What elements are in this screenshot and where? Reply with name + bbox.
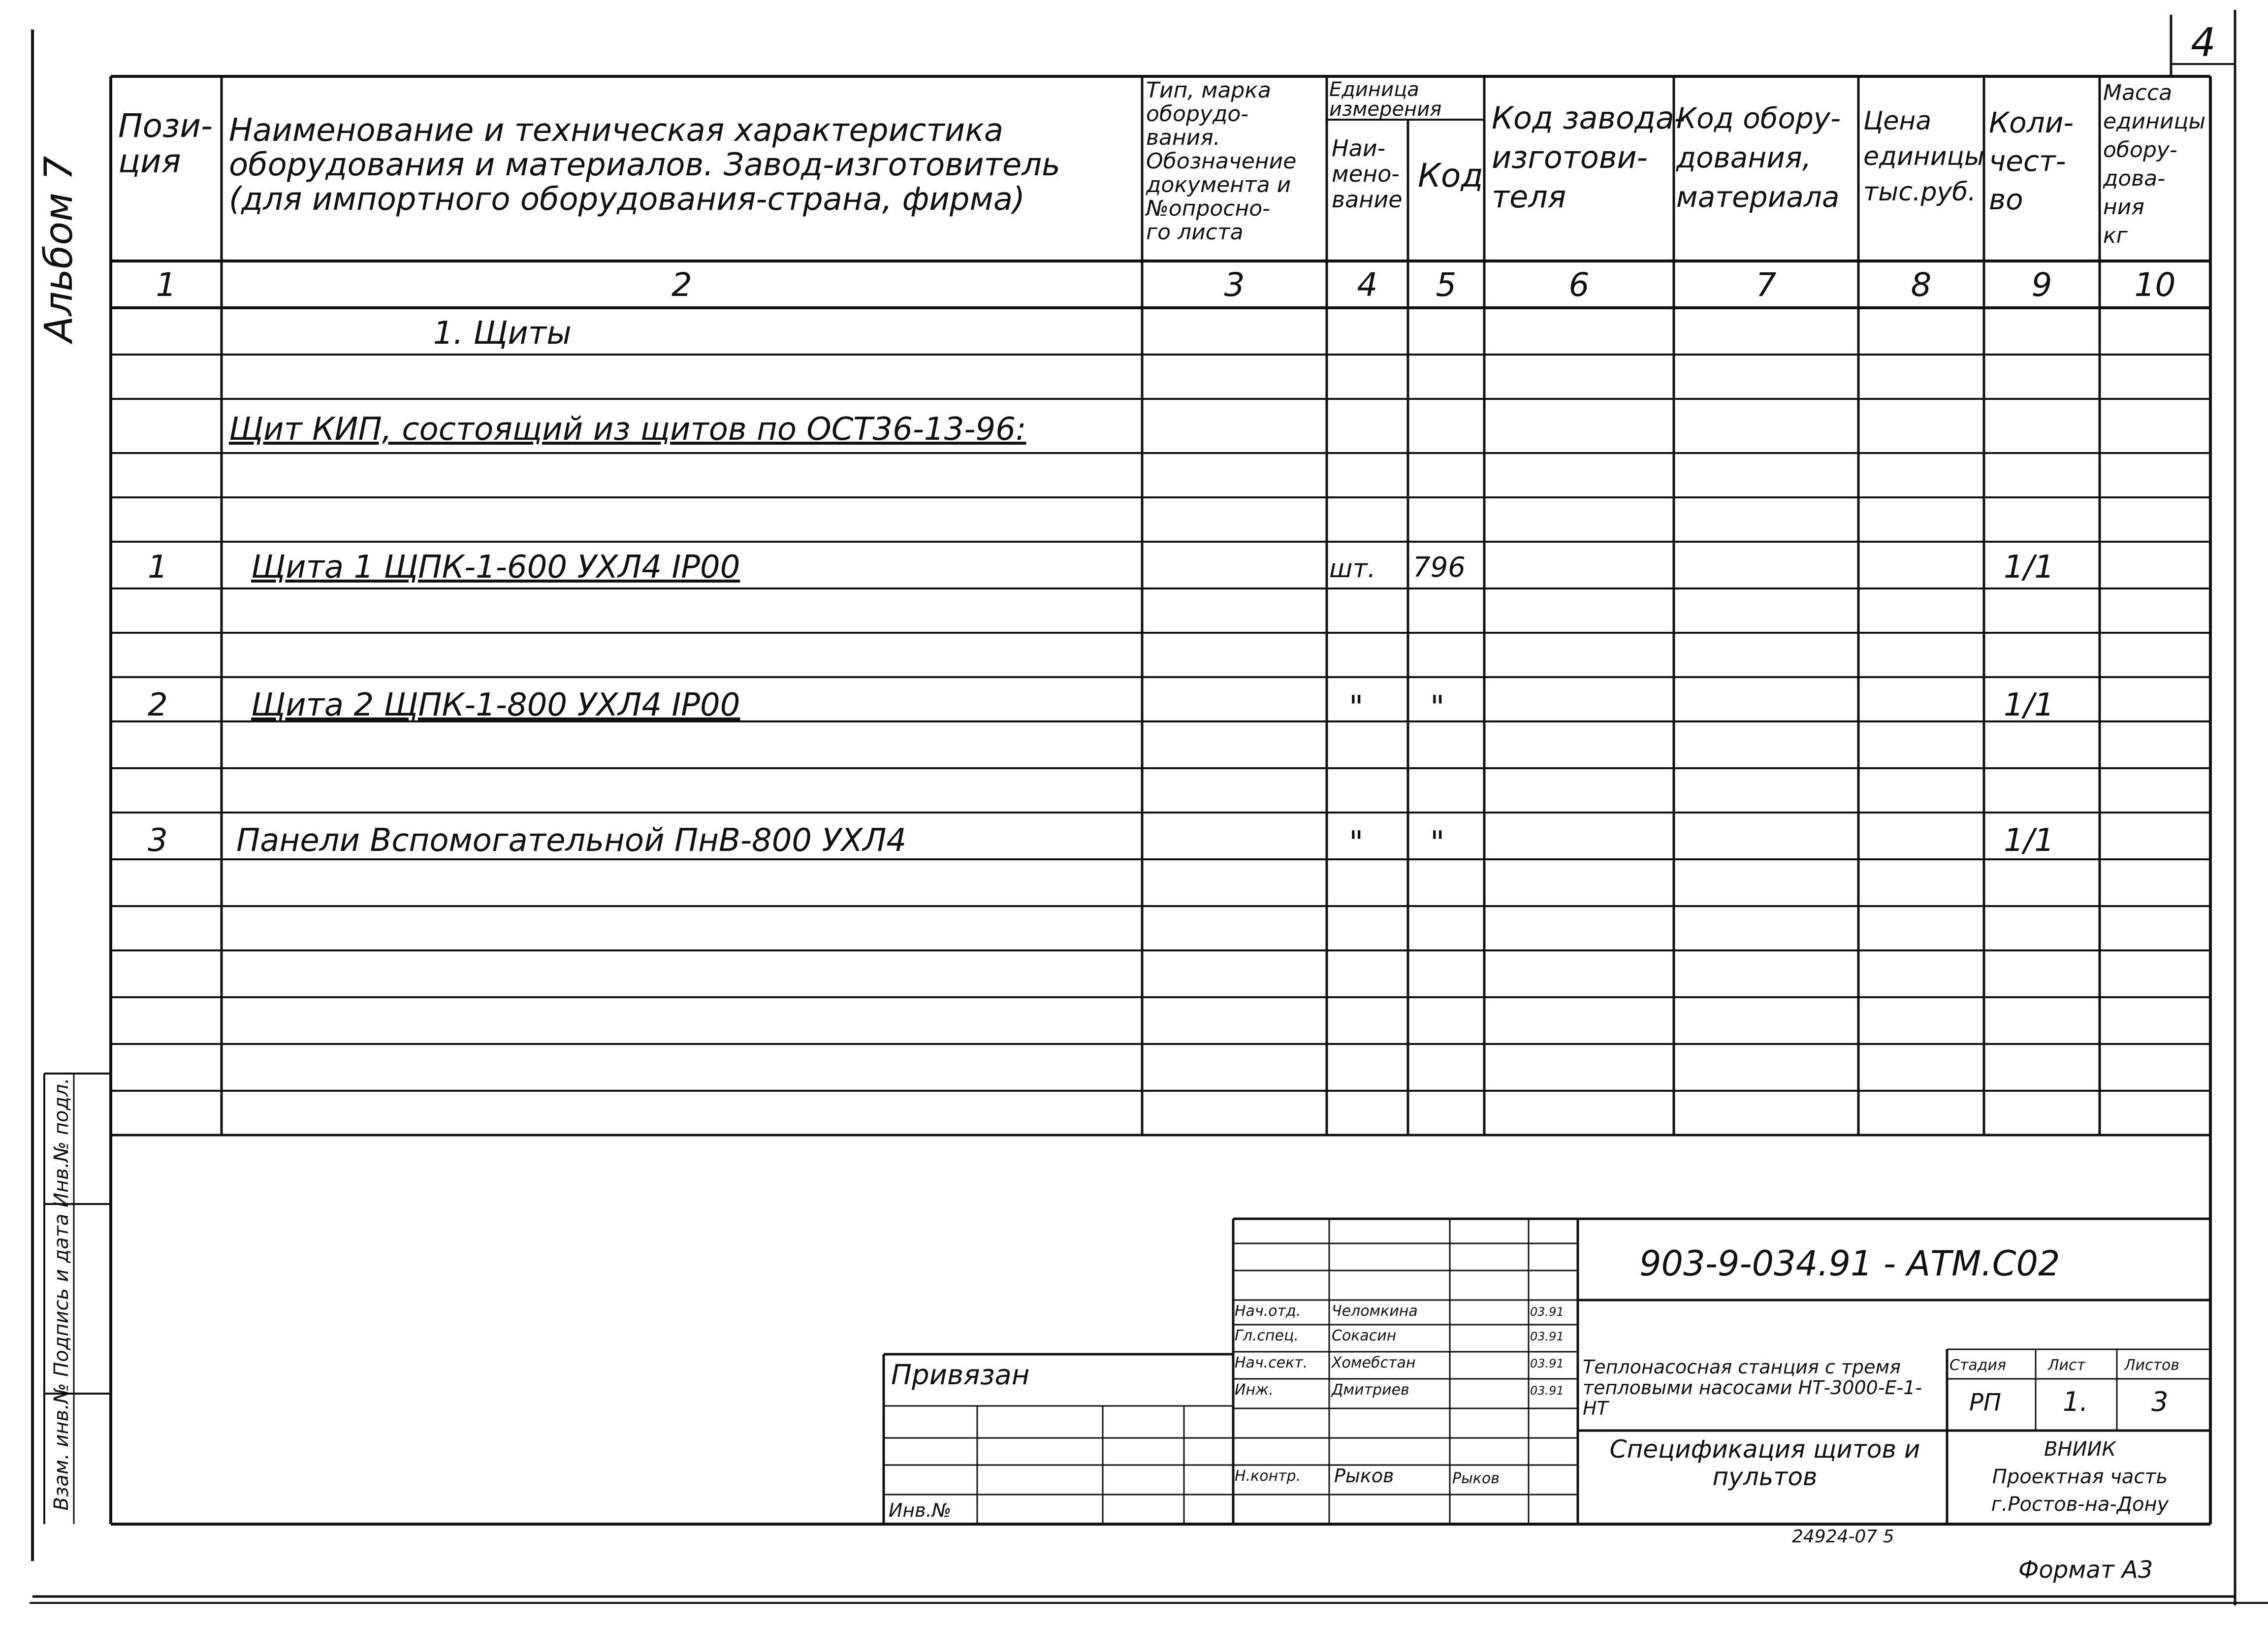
table-row-name: Щита 2 ЩПК-1-800 УХЛ4 IP00	[251, 687, 740, 723]
section-title: 1. Щиты	[433, 315, 572, 352]
signature: Рыков	[1452, 1470, 1500, 1487]
sheet-corner-number: 4	[2191, 20, 2216, 65]
table-row-unit: шт.	[1329, 554, 1376, 584]
stage-header: Стадия	[1949, 1357, 2007, 1374]
table-row-unit: "	[1349, 689, 1364, 726]
header-mass: Масса единицы обору- дова- ния кг	[2103, 80, 2206, 248]
sheets-header: Листов	[2124, 1357, 2180, 1374]
privyazan-label: Привязан	[891, 1359, 1030, 1391]
stage-value: РП	[1969, 1389, 2002, 1416]
name: Челомкина	[1332, 1303, 1418, 1320]
name: Рыков	[1334, 1465, 1394, 1487]
project-name: Теплонасосная станция с тремя тепловыми насосами НТ-3000-Е-1-НТ	[1583, 1356, 1922, 1419]
table-row-qty: 1/1	[2004, 549, 2054, 586]
col-number-3: 3	[1224, 266, 1245, 304]
header-unit: Единица измерения	[1329, 78, 1442, 121]
col-number-6: 6	[1568, 266, 1590, 304]
table-row-pos: 2	[148, 687, 168, 723]
header-unit-code: Код	[1418, 157, 1483, 195]
header-price: Цена единицы тыс.руб.	[1863, 106, 1984, 207]
table-row-name: Панели Вспомогательной ПнВ-800 УХЛ4	[236, 822, 907, 859]
album-label: Альбом 7	[37, 156, 81, 342]
group-title: Щит КИП, состоящий из щитов по ОСТ36-13-96:	[229, 411, 1026, 448]
name: Дмитриев	[1332, 1381, 1409, 1399]
col-number-5: 5	[1436, 266, 1457, 304]
date: 03.91	[1530, 1330, 1564, 1343]
header-equipment-code: Код обору- дования, материала	[1676, 101, 1841, 214]
table-row-pos: 1	[148, 549, 168, 586]
date: 03.91	[1530, 1357, 1564, 1370]
role: Нач.отд.	[1235, 1303, 1301, 1320]
date: 03.91	[1530, 1305, 1564, 1319]
role: Нач.сект.	[1235, 1354, 1308, 1371]
sheets-value: 3	[2151, 1386, 2169, 1417]
header-position: Пози- ция	[118, 107, 213, 180]
date: 03.91	[1530, 1384, 1564, 1398]
role: Н.контр.	[1235, 1467, 1301, 1485]
col-number-4: 4	[1357, 266, 1378, 304]
col-number-9: 9	[2031, 266, 2052, 304]
sheet-header: Лист	[2048, 1357, 2086, 1374]
document-designation: 903-9-034.91 - АТМ.С02	[1639, 1243, 2060, 1284]
inv-number-label: Инв.№	[889, 1499, 952, 1521]
name: Сокасин	[1332, 1327, 1397, 1344]
header-type: Тип, марка оборудо- вания. Обозначение документа и №опросно- го листа	[1146, 78, 1297, 245]
table-row-code: 796	[1413, 552, 1466, 584]
table-row-unit: "	[1349, 825, 1364, 861]
format-label: Формат А3	[2018, 1556, 2153, 1584]
col-number-1: 1	[156, 266, 177, 304]
sheet-title: Спецификация щитов и пультов	[1609, 1435, 1920, 1491]
table-row-qty: 1/1	[2004, 687, 2054, 723]
col-number-7: 7	[1756, 266, 1777, 304]
table-row-name: Щита 1 ЩПК-1-600 УХЛ4 IP00	[251, 549, 740, 586]
table-row-pos: 3	[148, 822, 168, 859]
table-row-qty: 1/1	[2004, 822, 2054, 859]
header-name: Наименование и техническая характеристика оборудования и материалов. Завод-изготовитель (для импортного оборудования-страна, фирма)	[229, 112, 1060, 218]
col-number-10: 10	[2134, 266, 2176, 304]
sheet-value: 1.	[2063, 1386, 2088, 1417]
header-unit-name: Наи- мено- вание	[1332, 135, 1403, 213]
header-quantity: Коли- чест- во	[1989, 106, 2074, 216]
table-row-code: "	[1430, 825, 1445, 861]
name: Хомебстан	[1332, 1354, 1416, 1371]
table-row-code: "	[1430, 689, 1445, 726]
archive-number: 24924-07 5	[1792, 1527, 1894, 1547]
role: Гл.спец.	[1235, 1327, 1299, 1344]
col-number-2: 2	[671, 266, 692, 304]
organization: ВНИИК Проектная часть г.Ростов-на-Дону	[1991, 1438, 2169, 1516]
col-number-8: 8	[1911, 266, 1932, 304]
side-stamp: Взам. инв.№ Подпись и дата Инв.№ подл.	[50, 1077, 73, 1511]
header-factory-code: Код завода- изготови- теля	[1492, 100, 1686, 215]
role: Инж.	[1235, 1381, 1274, 1399]
